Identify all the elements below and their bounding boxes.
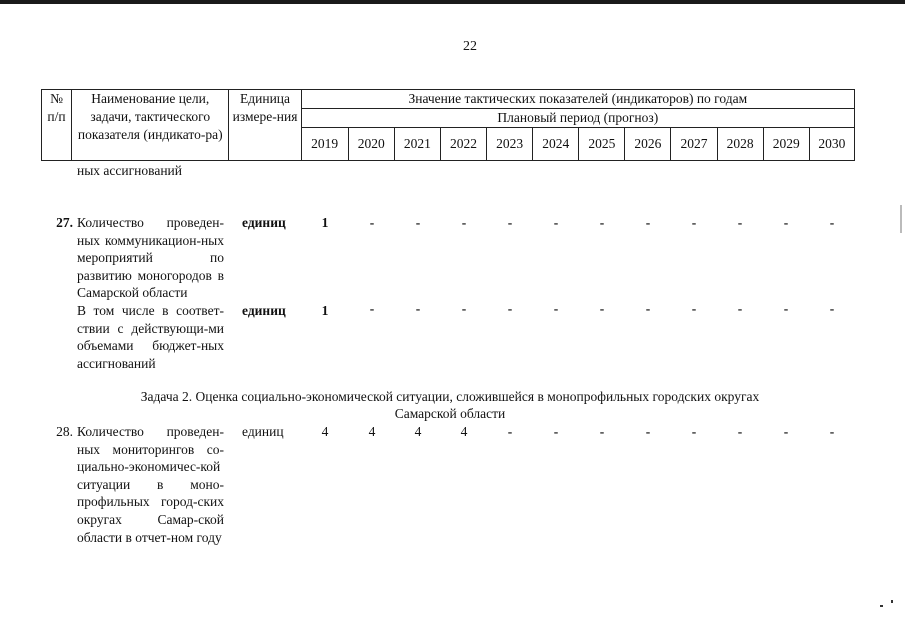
header-year: 2026: [625, 128, 671, 161]
row-number: 27.: [56, 215, 73, 230]
row-value: -: [553, 215, 559, 230]
header-year: 2023: [487, 128, 533, 161]
row-value: -: [599, 424, 605, 439]
row-value: 4: [414, 424, 422, 439]
scan-speck: [880, 605, 883, 607]
page-number: 22: [463, 39, 477, 54]
row-value: 1: [321, 303, 329, 318]
row-value: -: [599, 215, 605, 230]
row-value: -: [645, 301, 651, 316]
row-value: -: [737, 215, 743, 230]
row-value: -: [829, 301, 835, 316]
row-value: 4: [321, 424, 329, 439]
row-value: -: [507, 301, 513, 316]
row-name: Количество проведен-ных коммуникацион-ных мероприятий по развитию моногородов в Самарской области: [77, 215, 224, 301]
row-unit: единиц: [242, 424, 284, 439]
row-value: -: [415, 215, 421, 230]
header-year: 2021: [394, 128, 440, 161]
header-year: 2028: [717, 128, 763, 161]
row-name: Количество проведен-ных мониторингов со-циально-экономичес-кой ситуации в моно-профильных город-ских округах Самар-ской области в отчет-ном году: [77, 424, 224, 545]
row-value: -: [645, 215, 651, 230]
header-year: 2020: [348, 128, 394, 161]
header-year: 2019: [301, 128, 348, 161]
row-value: 4: [460, 424, 468, 439]
row-value: -: [553, 424, 559, 439]
row-unit: единиц: [242, 303, 286, 318]
row-value: 4: [368, 424, 376, 439]
row-value: -: [783, 301, 789, 316]
row-value: -: [829, 424, 835, 439]
row-value: -: [783, 215, 789, 230]
header-values-cell: Значение тактических показателей (индикаторов) по годам: [301, 90, 854, 109]
carryover-text: ных ассигнований: [77, 163, 182, 178]
row-value: -: [461, 215, 467, 230]
row-value: -: [737, 301, 743, 316]
scan-speck: [891, 600, 893, 603]
row-unit: единиц: [242, 215, 286, 230]
row-value: 1: [321, 215, 329, 230]
header-table: [41, 89, 855, 161]
row-value: -: [645, 424, 651, 439]
header-unit-cell: Единица измере-ния: [229, 90, 301, 161]
header-name-cell: Наименование цели, задачи, тактического показателя (индикато-ра): [72, 90, 229, 161]
scan-mark: [900, 205, 902, 233]
header-year: 2022: [440, 128, 486, 161]
header-year: 2030: [809, 128, 854, 161]
row-value: -: [553, 301, 559, 316]
task-heading: Задача 2. Оценка социально-экономической ситуации, сложившейся в монопрофильных городских округах Самарской области: [140, 389, 760, 421]
row-value: -: [507, 215, 513, 230]
row-value: -: [369, 301, 375, 316]
header-number-cell: № п/п: [42, 90, 72, 161]
header-year: 2025: [579, 128, 625, 161]
row-value: -: [737, 424, 743, 439]
header-year: 2029: [763, 128, 809, 161]
row-value: -: [461, 301, 467, 316]
row-value: -: [415, 301, 421, 316]
header-year: 2027: [671, 128, 717, 161]
row-name: В том числе в соответ-ствии с действующи-ми объемами бюджет-ных ассигнований: [77, 303, 224, 371]
row-value: -: [691, 301, 697, 316]
row-value: -: [829, 215, 835, 230]
top-border: [0, 0, 905, 4]
row-value: -: [507, 424, 513, 439]
row-value: -: [369, 215, 375, 230]
row-value: -: [691, 215, 697, 230]
row-value: -: [599, 301, 605, 316]
header-period-cell: Плановый период (прогноз): [301, 109, 854, 128]
row-number: 28.: [56, 424, 73, 439]
row-value: -: [783, 424, 789, 439]
header-year: 2024: [533, 128, 579, 161]
row-value: -: [691, 424, 697, 439]
